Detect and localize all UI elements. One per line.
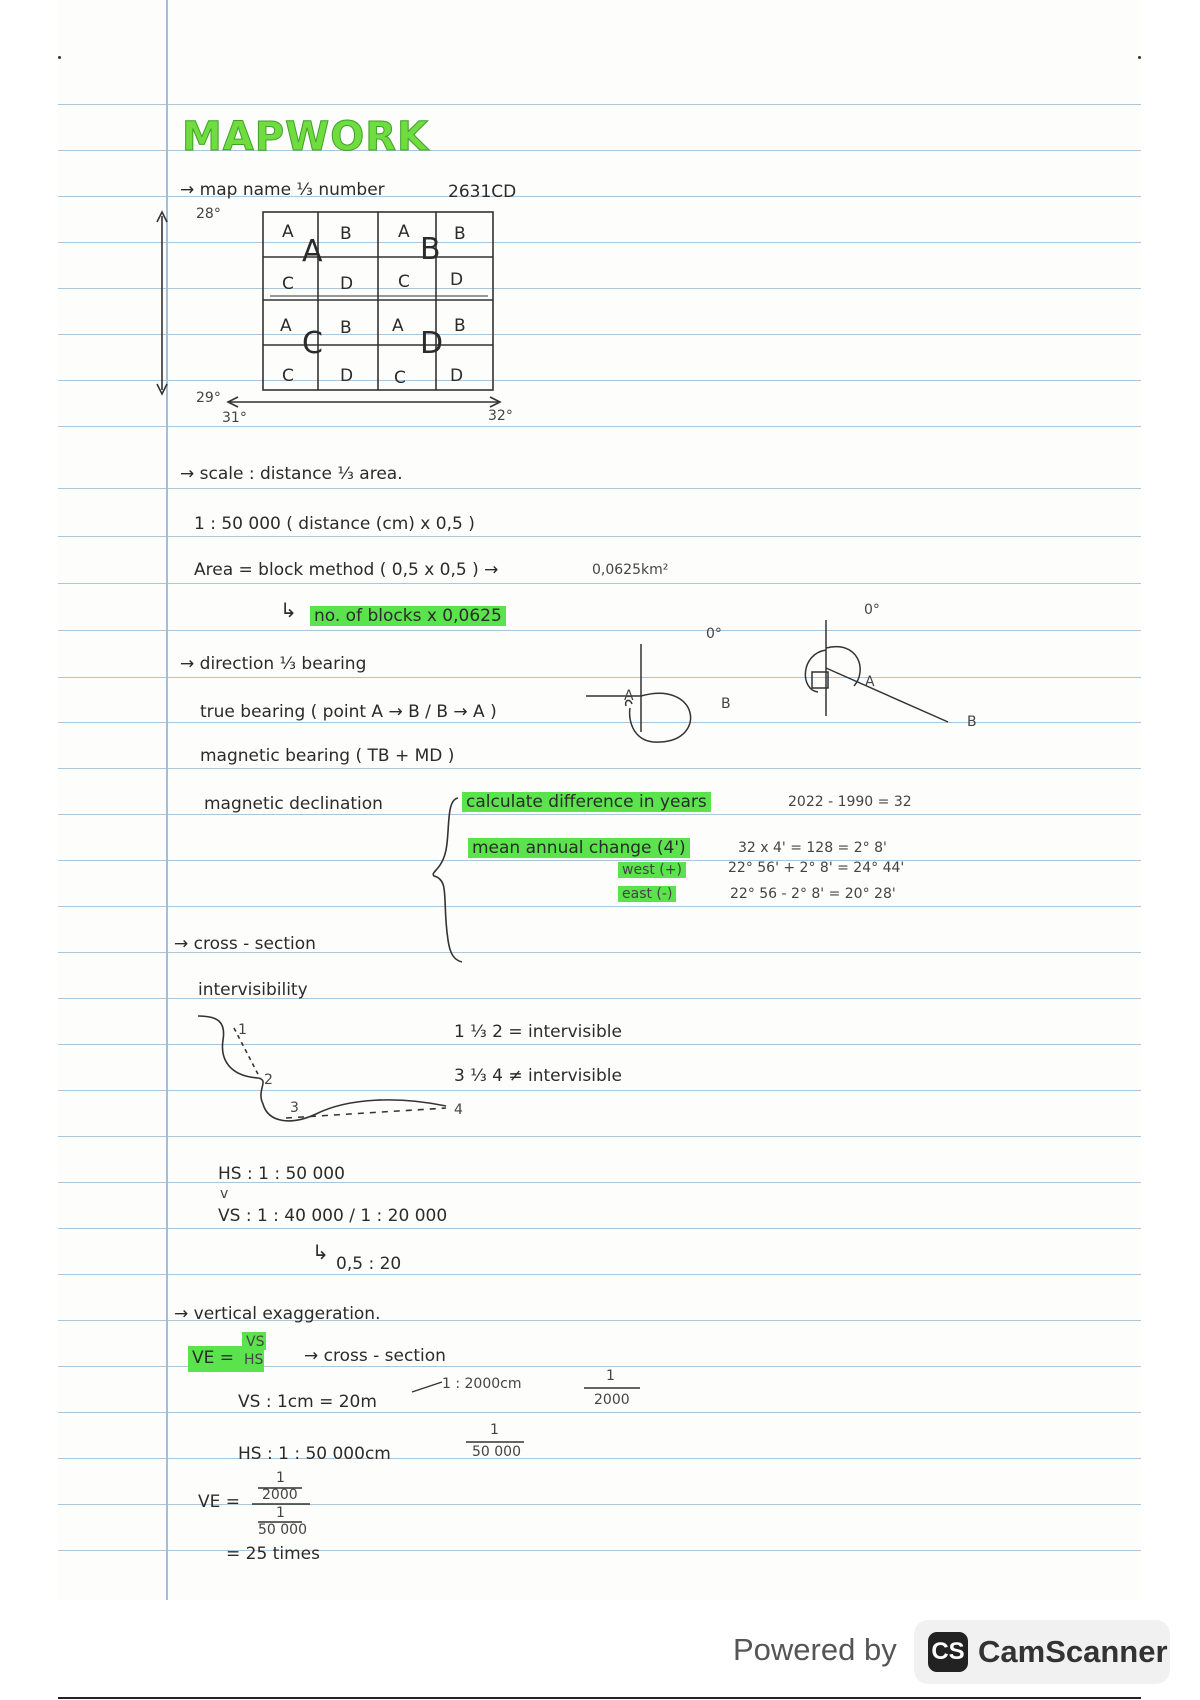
ve-arrow-text: → cross - section [304, 1346, 446, 1366]
frac1-den: 2000 [594, 1392, 630, 1408]
ve-vs-line: VS : 1cm = 20m [238, 1392, 377, 1412]
mean-value: 32 x 4' = 128 = 2° 8' [738, 840, 887, 856]
vs-line: VS : 1 : 40 000 / 1 : 20 000 [218, 1206, 448, 1226]
camscanner-brand: CamScanner [978, 1634, 1168, 1669]
magnetic-bearing-line: magnetic bearing ( TB + MD ) [200, 746, 455, 766]
intervisible-note-2: 3 ⅓ 4 ≠ intervisible [454, 1066, 622, 1086]
area-block-line: Area = block method ( 0,5 x 0,5 ) → [194, 560, 499, 580]
arrow-icon: ↳ [312, 1240, 329, 1264]
east-value: 22° 56 - 2° 8' = 20° 28' [730, 886, 896, 902]
profile-point: 2 [264, 1072, 273, 1088]
bearing-diagram-1 [586, 644, 691, 742]
ve-bot-den: 50 000 [258, 1522, 307, 1538]
ve-vs: VS [246, 1334, 265, 1350]
grid-cell: D [340, 274, 354, 294]
grid-big-letter: B [420, 232, 441, 267]
grid-cell: B [454, 316, 466, 336]
scale-heading: → scale : distance ⅓ area. [180, 464, 403, 484]
ve-eq-label: VE = [198, 1492, 241, 1512]
ve-top-num: 1 [276, 1470, 285, 1486]
camscanner-logo-icon: CS [928, 1632, 968, 1672]
diagram2-zero: 0° [864, 602, 880, 618]
hs-line: HS : 1 : 50 000 [218, 1164, 345, 1184]
grid-cell: D [450, 366, 464, 386]
mean-annual-change: mean annual change (4') [468, 838, 690, 858]
map-name-label: → map name ⅓ number [180, 180, 385, 200]
intervisibility-label: intervisibility [198, 980, 308, 1000]
notebook-page [58, 0, 1141, 1600]
ve-bot-num: 1 [276, 1505, 285, 1521]
grid-big-letter: C [302, 326, 323, 361]
ve-hs-line: HS : 1 : 50 000cm [238, 1444, 391, 1464]
bearing-diagram-2 [805, 620, 948, 722]
grid-cell: A [392, 316, 404, 336]
grid-cell: C [398, 272, 410, 292]
grid-cell: A [282, 222, 294, 242]
lon-right-label: 32° [488, 408, 513, 424]
frac1-num: 1 [606, 1368, 615, 1384]
map-grid [157, 212, 500, 407]
west-label: west (+) [618, 862, 686, 878]
profile-point: 4 [454, 1102, 463, 1118]
diagram2-point-b: B [967, 714, 977, 730]
diagram1-zero: 0° [706, 626, 722, 642]
lat-bottom-label: 29° [196, 390, 221, 406]
lon-left-label: 31° [222, 410, 247, 426]
direction-heading: → direction ⅓ bearing [180, 654, 367, 674]
east-label: east (-) [618, 886, 676, 902]
diagram2-point-a: A [865, 674, 875, 690]
ve-result: = 25 times [226, 1544, 320, 1564]
arrow-icon: ↳ [280, 598, 297, 622]
grid-big-letter: A [302, 234, 323, 269]
cross-section-heading: → cross - section [174, 934, 316, 954]
profile-point: 1 [238, 1022, 247, 1038]
footer-divider [58, 1697, 1141, 1699]
page-title: MAPWORK [182, 114, 429, 160]
map-code: 2631CD [448, 182, 517, 202]
intervisibility-profile [198, 1016, 446, 1121]
ve-label: VE = [192, 1348, 235, 1368]
grid-cell: C [282, 274, 294, 294]
brace [433, 798, 462, 962]
ve-hs: HS [244, 1352, 264, 1368]
area-result: 0,0625km² [592, 562, 669, 578]
blocks-formula: no. of blocks x 0,0625 [310, 606, 506, 626]
frac2-den: 50 000 [472, 1444, 521, 1460]
ve-heading: → vertical exaggeration. [174, 1304, 381, 1324]
grid-cell: B [340, 318, 352, 338]
intervisible-note-1: 1 ⅓ 2 = intervisible [454, 1022, 622, 1042]
calc-difference: calculate difference in years [462, 792, 711, 812]
v-mark: v [220, 1186, 229, 1202]
camscanner-badge [914, 1620, 1170, 1684]
grid-big-letter: D [420, 326, 444, 361]
grid-cell: C [282, 366, 294, 386]
grid-cell: C [394, 368, 406, 388]
powered-by-text: Powered by [733, 1632, 897, 1667]
frac2-num: 1 [490, 1422, 499, 1438]
grid-cell: A [398, 222, 410, 242]
diagram1-point-a: A [624, 688, 634, 704]
true-bearing-line: true bearing ( point A → B / B → A ) [200, 702, 497, 722]
ve-top-den: 2000 [262, 1487, 298, 1503]
scale-ratio-line: 1 : 50 000 ( distance (cm) x 0,5 ) [194, 514, 475, 534]
west-value: 22° 56' + 2° 8' = 24° 44' [728, 860, 905, 876]
lat-top-label: 28° [196, 206, 221, 222]
magnetic-declination-label: magnetic declination [204, 794, 383, 814]
vs-sub: 0,5 : 20 [336, 1254, 402, 1274]
grid-cell: B [454, 224, 466, 244]
calc-value: 2022 - 1990 = 32 [788, 794, 912, 810]
grid-cell: D [450, 270, 464, 290]
ve-vs-ratio: 1 : 2000cm [442, 1376, 522, 1392]
grid-cell: B [340, 224, 352, 244]
grid-cell: D [340, 366, 354, 386]
profile-point: 3 [290, 1100, 299, 1116]
diagram1-point-b: B [721, 696, 731, 712]
grid-cell: A [280, 316, 292, 336]
